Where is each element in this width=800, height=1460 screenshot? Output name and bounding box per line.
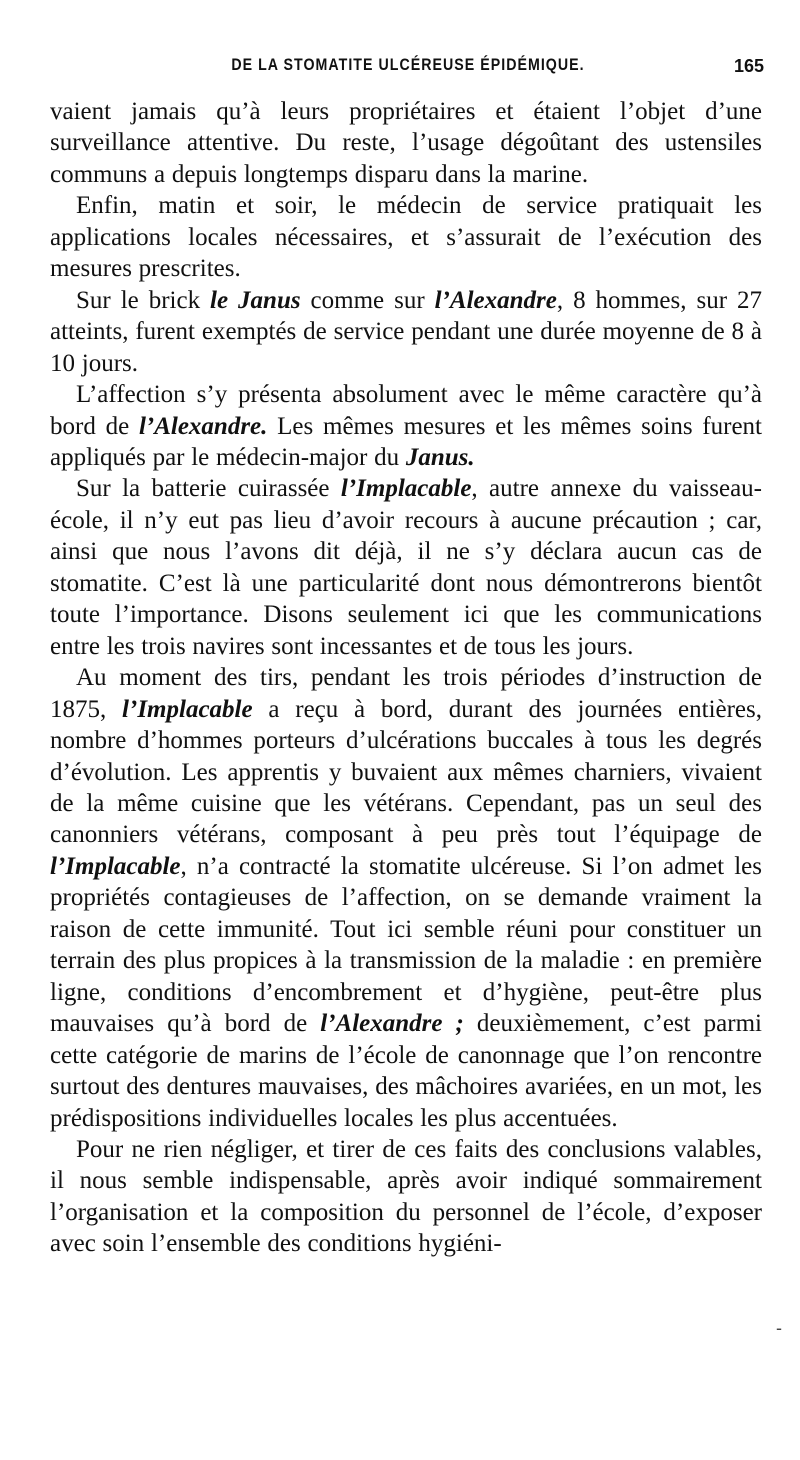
ship-name-implacable: l’Implacable xyxy=(50,852,181,880)
paragraph-3-text-c: , 8 hommes, sur 27 atteints, furent exemptés de service pendant une durée moyenne de 8 à 10 jours. xyxy=(50,286,762,377)
paragraph-3-text-b: comme sur xyxy=(300,286,435,314)
paragraph-4-text-a: L’affection s’y présenta absolument avec le même caractère qu’à bord de xyxy=(50,381,762,440)
paragraph-3-text-a: Sur le brick xyxy=(76,286,211,314)
paragraph-5 xyxy=(50,473,762,662)
ship-name-implacable: l’Implacable xyxy=(340,475,472,503)
paragraph-6-text-c: , n’a contracté la stomatite ulcéreuse. Si l’on admet les propriétés contagieuses de l’affection, on se demande vraiment la raison de cette immunité. Tout ici semble réuni pour constituer un terrain des plus propices à la transmission de la maladie : en première ligne, conditions d’encombrement et d’hygiène, peut-être plus mauvaises qu’à bord de xyxy=(50,852,762,1038)
paragraph-6-text-d: deuxièmement, c’est parmi cette catégorie de marins de l’école de canonnage que l’on rencontre surtout des dentures mauvaises, des mâchoires avariées, en un mot, les prédispositions individuelles locales les plus accentuées. xyxy=(50,1010,762,1132)
body-text xyxy=(50,96,762,1260)
paragraph-2 xyxy=(50,190,762,284)
ship-name-alexandre: l’Alexandre. xyxy=(138,412,268,440)
paragraph-6-text-b: a reçu à bord, durant des journées entières, nombre d’hommes porteurs d’ulcérations buccales à tous les degrés d’évolution. Les apprentis y buvaient aux mêmes charniers, vivaient de la même cuisine que les vétérans. Cependant, pas un seul des canonniers vétérans, composant à peu près tout l’équipage de xyxy=(50,695,763,849)
paragraph-1-text: vaient jamais qu’à leurs propriétaires et étaient l’objet d’une surveillance attentive. Du reste, l’usage dégoûtant des ustensiles communs a depuis longtemps disparu dans la marine. xyxy=(50,98,762,188)
paragraph-1 xyxy=(50,96,762,190)
paragraph-7 xyxy=(50,1134,762,1260)
ship-name-alexandre: l’Alexandre xyxy=(434,286,557,314)
ship-name-implacable: l’Implacable xyxy=(122,695,253,723)
ship-name-alexandre: l’Alexandre ; xyxy=(320,1010,464,1038)
page-number: 165 xyxy=(733,56,764,76)
running-title: DE LA STOMATITE ULCÉREUSE ÉPIDÉMIQUE. xyxy=(231,56,585,74)
ship-name-janus: le Janus xyxy=(210,286,301,314)
margin-mark: - xyxy=(776,1318,782,1338)
paragraph-3 xyxy=(50,285,762,379)
paragraph-5-text-a: Sur la batterie cuirassée xyxy=(76,475,341,503)
paragraph-6 xyxy=(50,662,762,1134)
paragraph-7-text: Pour ne rien négliger, et tirer de ces faits des conclusions valables, il nous semble indispensable, après avoir indiqué sommairement l’organisation et la composition du personnel de l’école, d’exposer avec soin l’ensemble des conditions hygiéni- xyxy=(50,1135,762,1258)
paragraph-6-text-a: Au moment des tirs, pendant les trois périodes d’instruction de 1875, xyxy=(50,664,762,723)
running-head xyxy=(52,56,764,86)
paragraph-4-text-b: Les mêmes mesures et les mêmes soins furent appliqués par le médecin-major du xyxy=(50,412,762,471)
paragraph-2-text: Enfin, matin et soir, le médecin de service pratiquait les applications locales nécessaires, et s’assurait de l’exécution des mesures prescrites. xyxy=(50,192,762,283)
paragraph-4 xyxy=(50,379,762,473)
ship-name-janus: Janus. xyxy=(405,443,475,471)
paragraph-5-text-b: , autre annexe du vaisseau-école, il n’y eut pas lieu d’avoir recours à aucune précaution ; car, ainsi que nous l’avons dit déjà, il ne s’y déclara aucun cas de stomatite. C’est là une particularité dont nous démontrerons bientôt toute l’importance. Disons seulement ici que les communications entre les trois navires sont incessantes et de tous les jours. xyxy=(50,475,762,660)
